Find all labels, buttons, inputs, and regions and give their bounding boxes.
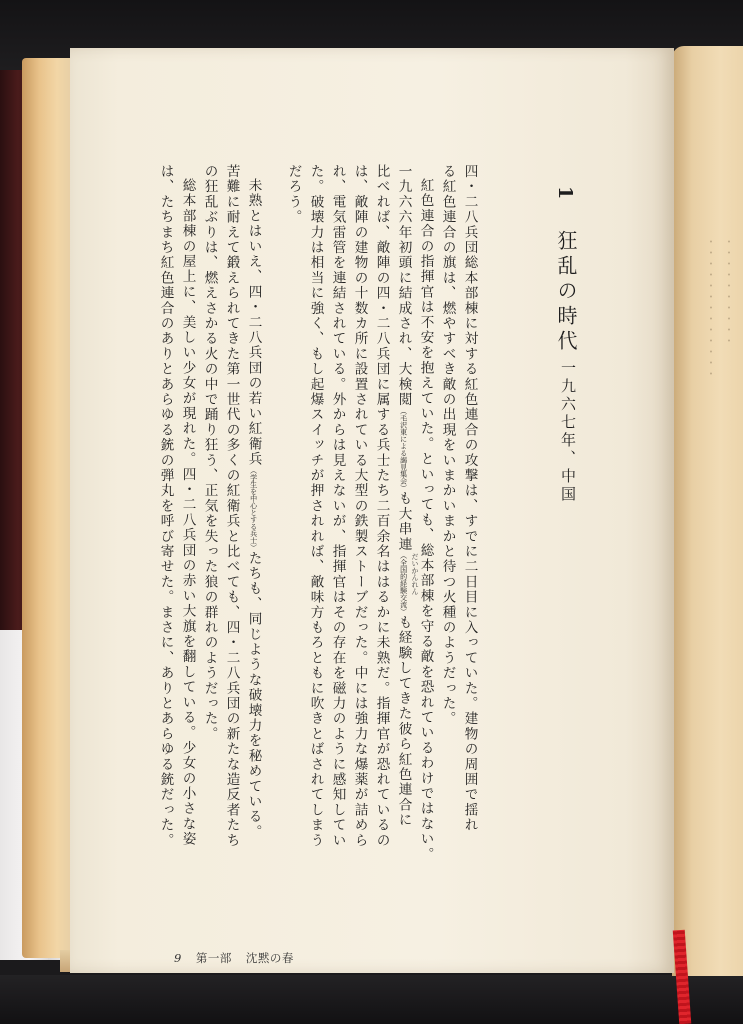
body-line: 比べれば、敵陣の四・二八兵団に属する兵士たち二百余名ははるかに未熟だ。指揮官が恐れているの	[373, 164, 390, 848]
body-line-with-ruby	[246, 178, 260, 840]
body-line: 四・二八兵団総本部棟に対する紅色連合の攻撃は、すでに二日目に入っていた。建物の周囲で揺れ	[461, 164, 478, 833]
part-title: 沈黙の春	[245, 951, 294, 965]
body-text: も経験してきた彼ら紅色連合に	[395, 615, 412, 828]
body-line: 総本部棟の屋上に、美しい少女が現れた。四・二八兵団の赤い大旗を翻している。少女の小さな姿	[179, 178, 196, 847]
table-background-bottom	[0, 975, 743, 1024]
body-text: 未熟とはいえ、四・二八兵団の若い紅衛兵	[245, 178, 262, 467]
chapter-number: 1	[554, 186, 576, 200]
chapter-subtitle: 一九六七年、中国	[559, 360, 577, 504]
body-line: た。破壊力は相当に強く、もし起爆スイッチが押されれば、敵味方もろともに吹きとばされてしまう	[307, 164, 324, 848]
ruby-note: （毛沢東による謁見集会）	[399, 407, 408, 492]
body-line: は、敵陣の建物の十数カ所に設置されている大型の鉄製ストーブだった。中には強力な爆薬が詰めら	[351, 164, 368, 848]
body-line: は、たちまち紅色連合のありとあらゆる銃の弾丸を呼び寄せた。まさに、ありとあらゆる銃だった。	[157, 164, 174, 848]
page-number: 9	[174, 951, 182, 965]
facing-page	[672, 46, 743, 976]
body-line: 苦難に耐えて鍛えられてきた第一世代の多くの紅衛兵と比べても、四・二八兵団の新たな造反者たち	[223, 164, 240, 848]
body-text: も大串連	[395, 491, 412, 553]
ruby-reading: だいかんれん	[411, 553, 419, 595]
body-line: だろう。	[285, 164, 302, 225]
page-stack-edge	[22, 58, 72, 958]
body-line: 紅色連合の指揮官は不安を抱えていた。といっても、総本部棟を守る敵を恐れているわけではない。	[417, 178, 434, 862]
ruby-note: （学生を中心とする兵士）	[249, 466, 258, 551]
body-text: 一九六六年初頭に結成され、大検閲	[395, 164, 412, 408]
body-text: たちも、同じような破壊力を秘めている。	[245, 550, 262, 840]
chapter-title: 狂乱の時代	[554, 230, 578, 355]
part-label: 第一部	[195, 951, 232, 965]
facing-page-faint-text: ・・・・・・・・・・・・・	[704, 236, 717, 379]
body-line-with-ruby	[396, 164, 410, 828]
body-line: の狂乱ぶりは、燃えさかる火の中で踊り狂う、正気を失った狼の群れのようだった。	[201, 164, 218, 742]
body-line: れ、電気雷管を連結されている。外からは見えないが、指揮官はその存在を磁力のように感知してい	[329, 164, 346, 848]
book-page	[70, 48, 674, 973]
facing-page-faint-text: ・・・・・・・・・・	[722, 236, 735, 346]
body-line: る紅色連合の旗は、燃やすべき敵の出現をいまかいまかと待つ火種のようだった。	[439, 164, 456, 727]
page-footer	[174, 950, 294, 966]
ruby-note: （全国的経験交流）	[399, 552, 408, 616]
